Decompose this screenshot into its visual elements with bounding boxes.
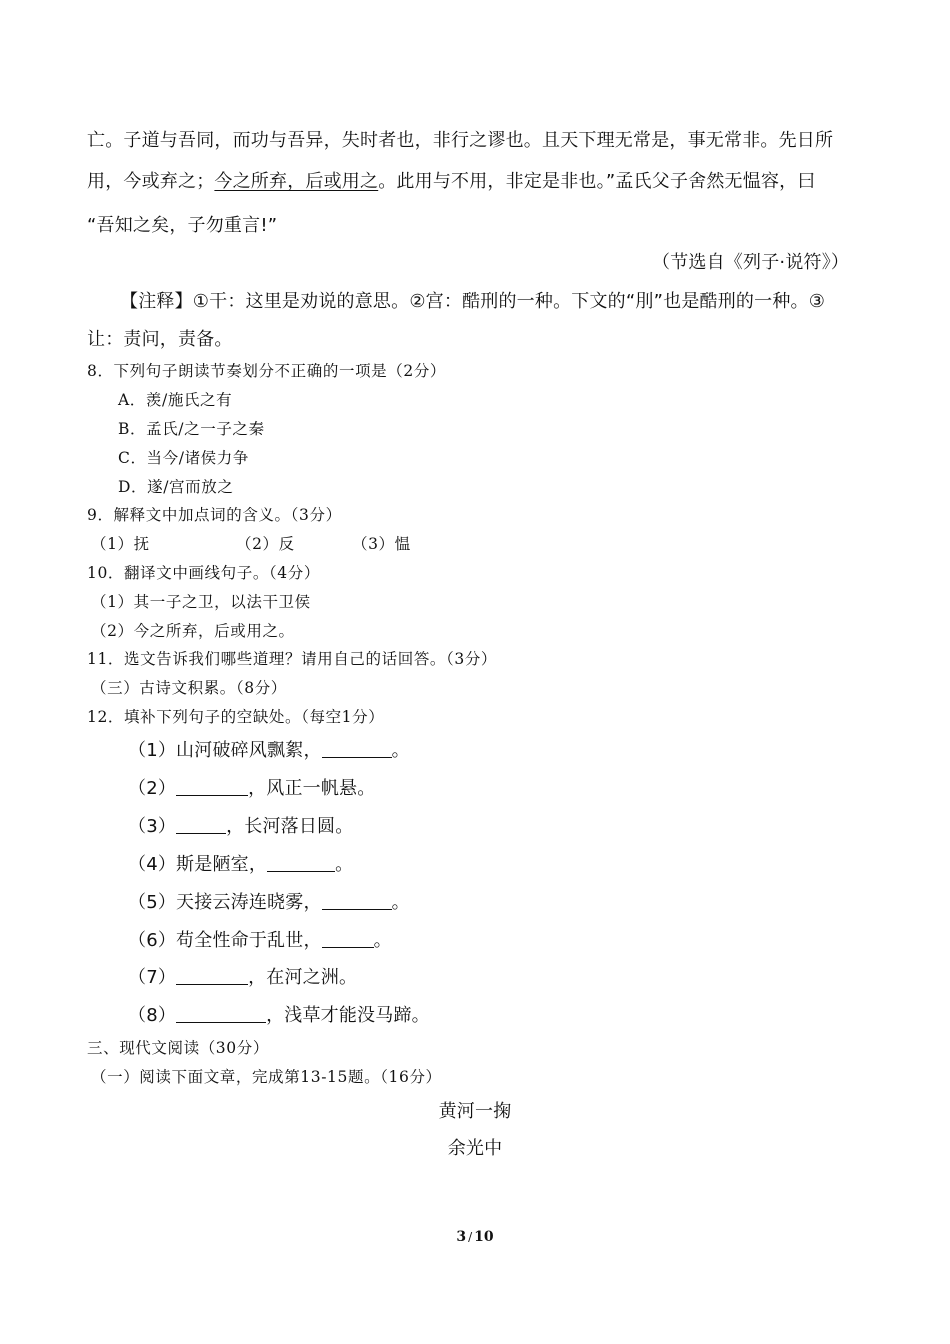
q10-item-2: （2）今之所弃，后或用之。 xyxy=(91,622,295,640)
section-3-heading: （三）古诗文积累。（8分） xyxy=(91,679,287,697)
note-line-1: 【注释】①干：这里是劝说的意思。②宫：酷刑的一种。下文的“刖”也是酷刑的一种。③ xyxy=(120,291,826,312)
note-line-2: 让：责问，责备。 xyxy=(87,329,233,350)
current-page: 3 xyxy=(456,1229,467,1245)
q12-item-7-text: （7） xyxy=(128,967,177,988)
page-separator: / xyxy=(468,1230,473,1244)
q12-blank-2[interactable] xyxy=(176,779,248,796)
q12-item-6 xyxy=(128,926,392,952)
q12-item-6-text: （6）苟全性命于乱世， xyxy=(128,930,322,951)
q12-item-5-text: （5）天接云涛连晓雾， xyxy=(128,892,322,913)
q12-blank-4[interactable] xyxy=(267,855,335,872)
q12-item-3-end: ，长河落日圆。 xyxy=(226,816,354,837)
q12-item-1-text: （1）山河破碎风飘絮， xyxy=(128,740,322,761)
page-number xyxy=(0,1229,950,1245)
q9-item-3: （3）愠 xyxy=(352,535,411,553)
q12-blank-6[interactable] xyxy=(322,931,374,948)
q12-item-3-text: （3） xyxy=(128,816,177,837)
q12-blank-7[interactable] xyxy=(176,968,248,985)
passage-line-2 xyxy=(87,167,816,193)
q9-item-1: （1）抚 xyxy=(91,535,150,553)
q12-item-6-end: 。 xyxy=(373,930,392,951)
q12-item-1-end: 。 xyxy=(391,740,410,761)
q12-item-2-end: ，风正一帆悬。 xyxy=(248,778,376,799)
passage-line-2-end: 。此用与不用，非定是非也。”孟氏父子舍然无愠容，曰 xyxy=(378,171,816,192)
question-11: 11．选文告诉我们哪些道理？请用自己的话回答。（3分） xyxy=(87,650,498,668)
q12-item-4 xyxy=(128,850,353,876)
article-title: 黄河一掬 xyxy=(438,1101,512,1122)
q12-blank-3[interactable] xyxy=(176,817,226,834)
q12-item-5 xyxy=(128,888,410,914)
q12-item-5-end: 。 xyxy=(391,892,410,913)
q10-item-1: （1）其一子之卫，以法干卫侯 xyxy=(91,593,311,611)
q12-item-8-end: ，浅草才能没马蹄。 xyxy=(266,1005,430,1026)
q12-item-4-text: （4）斯是陋室， xyxy=(128,854,268,875)
article-author: 余光中 xyxy=(447,1138,503,1159)
q8-option-c: C．当今/诸侯力争 xyxy=(118,449,249,467)
q12-blank-5[interactable] xyxy=(322,893,392,910)
passage-line-1: 亡。子道与吾同，而功与吾异，失时者也，非行之谬也。且天下理无常是，事无常非。先日所 xyxy=(87,130,834,151)
q12-blank-1[interactable] xyxy=(322,741,392,758)
part-3-heading: 三、现代文阅读（30分） xyxy=(87,1039,269,1057)
question-8: 8．下列句子朗读节奏划分不正确的一项是（2分） xyxy=(87,362,447,380)
q12-item-7 xyxy=(128,963,357,989)
q8-option-b: B．孟氏/之一子之秦 xyxy=(118,420,265,438)
question-12: 12．填补下列句子的空缺处。（每空1分） xyxy=(87,708,385,726)
q12-item-1 xyxy=(128,736,410,762)
q9-item-2: （2）反 xyxy=(236,535,295,553)
q12-item-2 xyxy=(128,774,375,800)
q12-item-8 xyxy=(128,1001,430,1027)
q12-blank-8[interactable] xyxy=(176,1006,266,1023)
q12-item-4-end: 。 xyxy=(335,854,354,875)
q12-item-8-text: （8） xyxy=(128,1005,177,1026)
q12-item-3 xyxy=(128,812,353,838)
total-pages: 10 xyxy=(474,1229,494,1245)
passage-line-3: “吾知之矣，子勿重言!” xyxy=(87,215,278,236)
underlined-sentence: 今之所弃，后或用之 xyxy=(214,171,379,192)
question-9: 9．解释文中加点词的含义。（3分） xyxy=(87,506,342,524)
q8-option-d: D．遂/宫而放之 xyxy=(118,478,234,496)
passage-source: （节选自《列子·说符》） xyxy=(652,252,850,273)
q8-option-a: A．羡/施氏之有 xyxy=(118,391,233,409)
part-3-subheading: （一）阅读下面文章，完成第13-15题。（16分） xyxy=(91,1068,442,1086)
passage-line-2-start: 用，今或弃之； xyxy=(87,171,215,192)
q12-item-2-text: （2） xyxy=(128,778,177,799)
question-10: 10．翻译文中画线句子。（4分） xyxy=(87,564,320,582)
q12-item-7-end: ，在河之洲。 xyxy=(248,967,358,988)
